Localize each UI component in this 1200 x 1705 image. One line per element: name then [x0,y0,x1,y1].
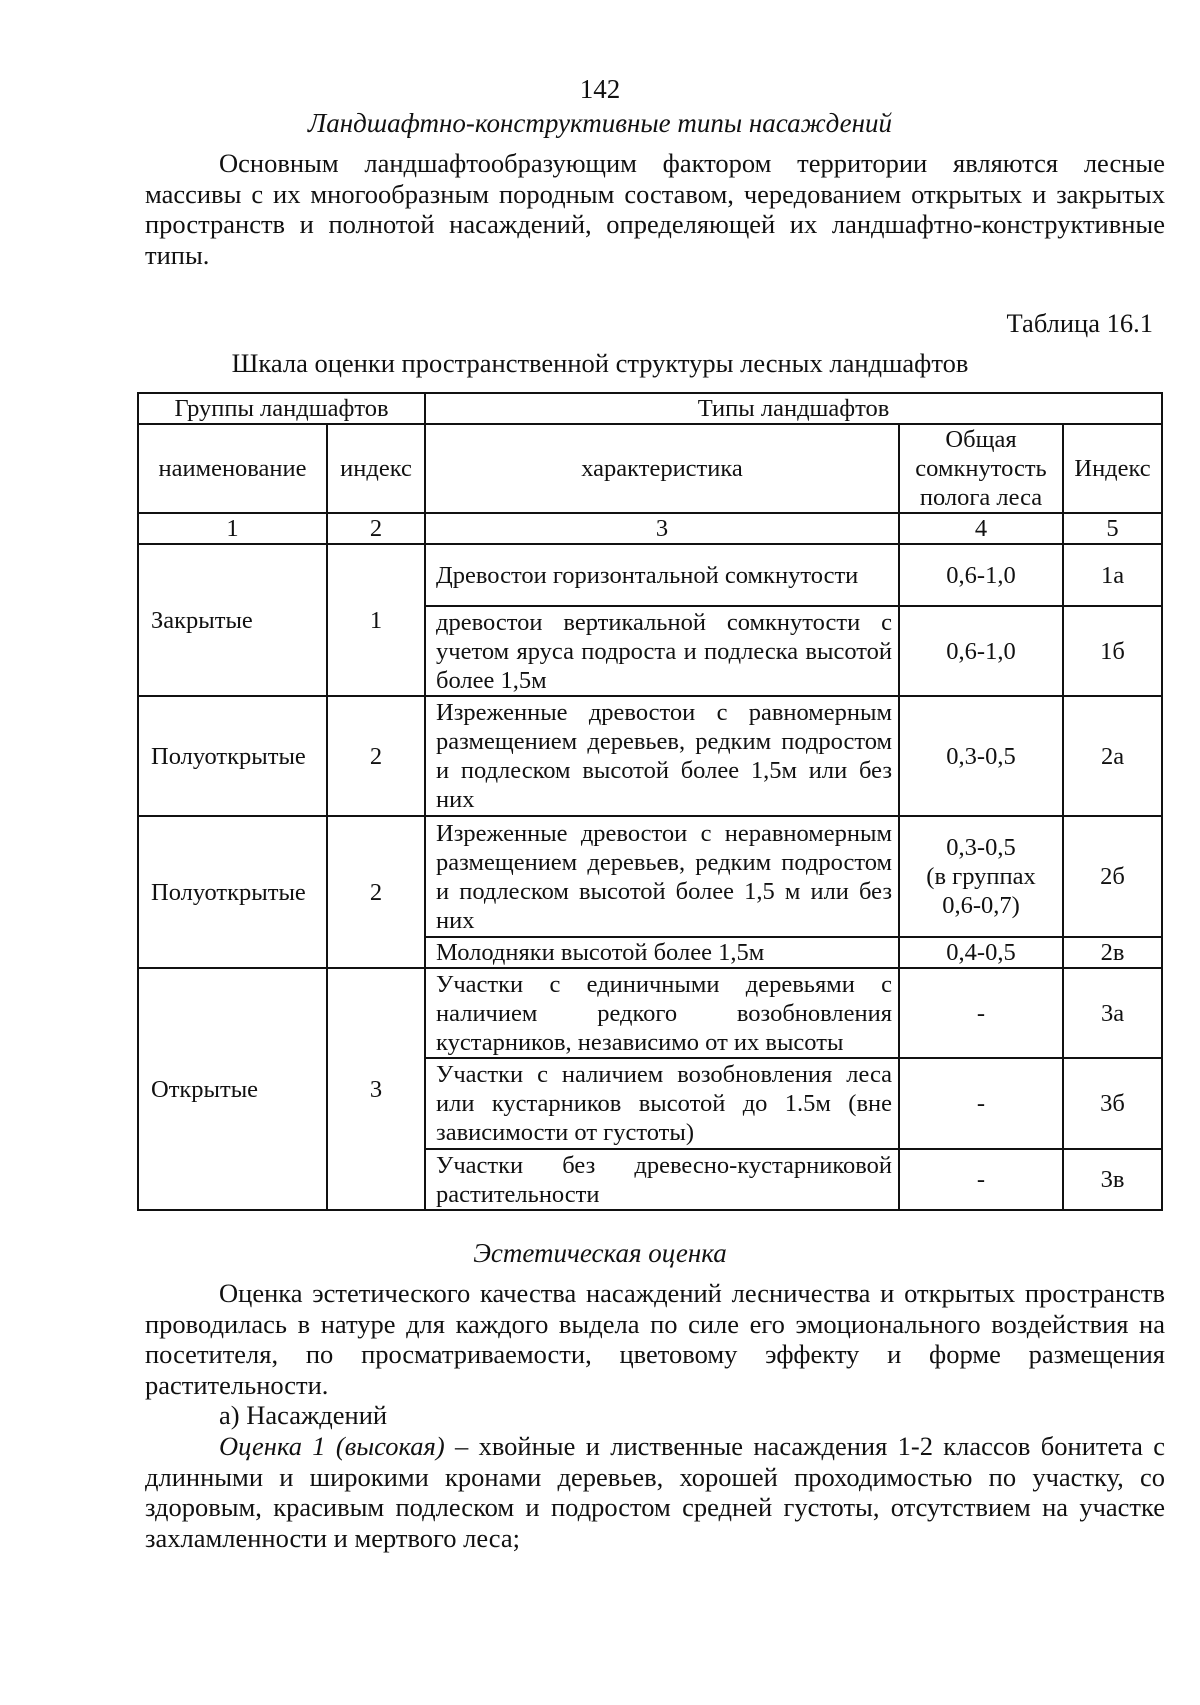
group-index: 2 [327,696,425,816]
type-index: 1б [1063,606,1162,696]
type-index: 2в [1063,937,1162,968]
header-landscape-groups: Группы ландшафтов [138,393,425,424]
group-name: Закрытые [138,544,327,696]
group-index: 1 [327,544,425,696]
type-characteristic: Участки с единичными деревьями с наличием редкого возобновления кустарников, независимо от их высоты [425,968,899,1058]
type-closure: 0,6-1,0 [899,544,1063,606]
column-number: 3 [425,513,899,544]
column-number: 5 [1063,513,1162,544]
section-title-landscape-types: Ландшафтно-конструктивные типы насаждений [307,108,893,138]
type-index: 2б [1063,816,1162,937]
type-characteristic: Изреженные древостои с неравномерным размещением деревьев, редким подростом и подлеском высотой более 1,5 м или без них [425,816,899,937]
header-index: индекс [327,424,425,513]
type-characteristic: древостои вертикальной сомкнутости с учетом яруса подроста и подлеска высотой более 1,5м [425,606,899,696]
header-type-index: Индекс [1063,424,1162,513]
table-number: Таблица 16.1 [1006,308,1153,338]
grade-1-paragraph [145,1431,1165,1553]
type-index: 1а [1063,544,1162,606]
table-row [138,696,1162,816]
section-title-aesthetic: Эстетическая оценка [473,1238,727,1268]
type-closure [899,816,1063,937]
type-characteristic: Участки с наличием возобновления леса или кустарников высотой до 1.5м (вне зависимости от густоты) [425,1058,899,1149]
grade-1-text: – хвойные и лиственные насаждения 1-2 классов бонитета с длинными и широкими кронами деревьев, хорошей проходимостью по участку, со здоровым, красивым подлеском и подростом средней густоты, отсутствием на участке захламленности и мертвого леса; [145,1431,1166,1553]
intro-paragraph: Основным ландшафтообразующим фактором территории являются лесные массивы с их многообразным породным составом, чередованием открытых и закрытых пространств и полнотой насаждений, определяющей их ландшафтно-конструктивные типы. [145,148,1165,270]
table-caption: Шкала оценки пространственной структуры лесных ландшафтов [231,348,969,378]
column-number: 2 [327,513,425,544]
group-name: Полуоткрытые [138,816,327,968]
header-canopy-closure: Общая сомкнутость полога леса [899,424,1063,513]
type-characteristic: Древостои горизонтальной сомкнутости [425,544,899,606]
type-characteristic: Участки без древесно-кустарниковой растительности [425,1149,899,1210]
landscape-structure-table [137,392,1163,1211]
aesthetic-paragraph: Оценка эстетического качества насаждений лесничества и открытых пространств проводилась в натуре для каждого выдела по силе его эмоционального воздействия на посетителя, по просматриваемости, цветовому эффекту и форме размещения растительности. [145,1278,1165,1400]
item-a-plantings: а) Насаждений [219,1400,388,1430]
page-number: 142 [579,74,621,104]
group-index: 2 [327,816,425,968]
group-name: Полуоткрытые [138,696,327,816]
type-index: 3а [1063,968,1162,1058]
type-closure: 0,6-1,0 [899,606,1063,696]
closure-line: 0,3-0,5 [946,834,1016,861]
type-index: 3б [1063,1058,1162,1149]
header-landscape-types: Типы ландшафтов [425,393,1162,424]
closure-line: 0,6-0,7) [942,892,1020,919]
column-number: 4 [899,513,1063,544]
type-index: 3в [1063,1149,1162,1210]
type-characteristic: Изреженные древостои с равномерным размещением деревьев, редким подростом и подлеском высотой более 1,5м или без них [425,696,899,816]
table-header-row-1 [138,393,1162,424]
header-name: наименование [138,424,327,513]
column-number: 1 [138,513,327,544]
grade-1-label: Оценка 1 (высокая) [219,1431,445,1461]
type-closure: - [899,1149,1063,1210]
closure-line: (в группах [926,863,1036,890]
type-closure: - [899,1058,1063,1149]
type-closure: 0,4-0,5 [899,937,1063,968]
type-closure: - [899,968,1063,1058]
header-characteristic: характеристика [425,424,899,513]
group-index: 3 [327,968,425,1210]
table-row [138,816,1162,937]
table-row [138,968,1162,1058]
column-number-row [138,513,1162,544]
type-characteristic: Молодняки высотой более 1,5м [425,937,899,968]
table-header-row-2 [138,424,1162,513]
table-row [138,544,1162,606]
type-index: 2а [1063,696,1162,816]
group-name: Открытые [138,968,327,1210]
type-closure: 0,3-0,5 [899,696,1063,816]
